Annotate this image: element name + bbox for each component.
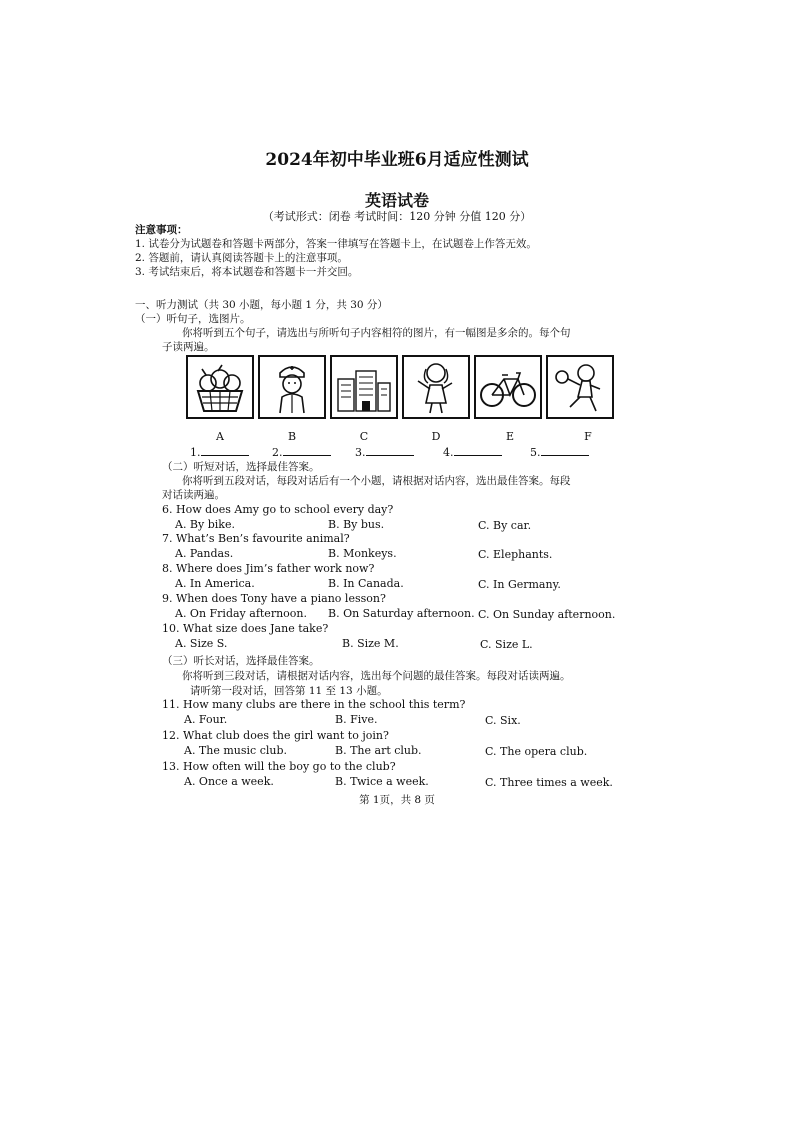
answer-blank[interactable]: [530, 445, 589, 459]
boy-football-icon: [548, 357, 612, 417]
picture-label: E: [505, 430, 515, 443]
notes-heading: 注意事项：: [135, 224, 188, 236]
option-c[interactable]: C. The opera club.: [485, 745, 588, 758]
picture-label: C: [359, 430, 369, 443]
picture-a: [186, 355, 254, 419]
option-a[interactable]: A. By bike.: [175, 518, 235, 531]
answer-blank[interactable]: [272, 445, 331, 459]
option-a[interactable]: A. The music club.: [184, 744, 288, 757]
option-a[interactable]: A. On Friday afternoon.: [175, 607, 307, 620]
option-b[interactable]: B. In Canada.: [328, 577, 404, 590]
option-c[interactable]: C. Size L.: [480, 638, 533, 651]
page-number: 第 1页，共 8 页: [359, 794, 435, 806]
note-item: 1. 试卷分为试题卷和答题卡两部分，答案一律填写在答题卡上，在试题卷上作答无效。: [135, 238, 537, 250]
picture-b: [258, 355, 326, 419]
sec2-instruction: 对话读两遍。: [162, 489, 225, 501]
option-a[interactable]: A. Once a week.: [184, 775, 274, 788]
option-b[interactable]: B. On Saturday afternoon.: [328, 607, 475, 620]
building-icon: [332, 357, 396, 417]
sec2-instruction: 你将听到五段对话，每段对话后有一个小题，请根据对话内容，选出最佳答案。每段: [182, 475, 571, 487]
sec2-heading: （二）听短对话，选择最佳答案。: [162, 461, 320, 473]
option-c[interactable]: C. By car.: [478, 519, 532, 532]
blank-number: 1.: [190, 446, 201, 459]
option-b[interactable]: B. The art club.: [335, 744, 422, 757]
option-b[interactable]: B. By bus.: [328, 518, 385, 531]
sec3-instruction: 你将听到三段对话，请根据对话内容，选出每个问题的最佳答案。每段对话读两遍。: [182, 670, 571, 682]
option-c[interactable]: C. In Germany.: [478, 578, 561, 591]
picture-e: [474, 355, 542, 419]
question-text: 8. Where does Jim’s father work now?: [162, 562, 375, 575]
question-text: 13. How often will the boy go to the club?: [162, 760, 396, 773]
picture-c: [330, 355, 398, 419]
blank-number: 4.: [443, 446, 454, 459]
option-c[interactable]: C. On Sunday afternoon.: [478, 608, 616, 621]
answer-blank[interactable]: [443, 445, 502, 459]
bicycle-icon: [476, 357, 540, 417]
picture-d: [402, 355, 470, 419]
note-item: 3. 考试结束后，将本试题卷和答题卡一并交回。: [135, 266, 359, 278]
question-text: 10. What size does Jane take?: [162, 622, 329, 635]
option-a[interactable]: A. Pandas.: [175, 547, 234, 560]
option-a[interactable]: A. Four.: [184, 713, 228, 726]
answer-blank[interactable]: [355, 445, 414, 459]
option-c[interactable]: C. Six.: [485, 714, 521, 727]
option-b[interactable]: B. Five.: [335, 713, 378, 726]
sec3-instruction: 请听第一段对话，回答第 11 至 13 小题。: [190, 685, 388, 697]
exam-subject: 英语试卷: [364, 191, 429, 210]
question-text: 6. How does Amy go to school every day?: [162, 503, 394, 516]
question-text: 9. When does Tony have a piano lesson?: [162, 592, 386, 605]
exam-meta: （考试形式：闭卷 考试时间：120 分钟 分值 120 分）: [262, 210, 532, 223]
blank-number: 5.: [530, 446, 541, 459]
option-c[interactable]: C. Three times a week.: [485, 776, 613, 789]
option-b[interactable]: B. Size M.: [342, 637, 399, 650]
answer-blank[interactable]: [190, 445, 249, 459]
fruit-basket-icon: [188, 357, 252, 417]
sec1-heading: （一）听句子，选图片。: [135, 313, 251, 325]
question-text: 11. How many clubs are there in the school this term?: [162, 698, 466, 711]
blank-number: 3.: [355, 446, 366, 459]
note-item: 2. 答题前，请认真阅读答题卡上的注意事项。: [135, 252, 348, 264]
sec1-instruction: 子读两遍。: [162, 341, 215, 353]
picture-label: F: [584, 430, 592, 443]
option-b[interactable]: B. Monkeys.: [328, 547, 397, 560]
question-text: 12. What club does the girl want to join?: [162, 729, 389, 742]
sec1-instruction: 你将听到五个句子，请选出与所听句子内容相符的图片，有一幅图是多余的。每个句: [182, 327, 571, 339]
picture-label: D: [431, 430, 441, 443]
exam-title: 2024年初中毕业班6月适应性测试: [265, 150, 529, 170]
picture-label: A: [216, 430, 224, 443]
doctor-icon: [260, 357, 324, 417]
picture-label: B: [287, 430, 297, 443]
option-a[interactable]: A. Size S.: [175, 637, 228, 650]
part1-heading: 一、听力测试（共 30 小题，每小题 1 分，共 30 分）: [135, 299, 388, 311]
sec3-heading: （三）听长对话，选择最佳答案。: [162, 655, 320, 667]
picture-f: [546, 355, 614, 419]
question-text: 7. What’s Ben’s favourite animal?: [162, 532, 350, 545]
option-b[interactable]: B. Twice a week.: [335, 775, 429, 788]
girl-icon: [404, 357, 468, 417]
option-a[interactable]: A. In America.: [175, 577, 255, 590]
option-c[interactable]: C. Elephants.: [478, 548, 553, 561]
blank-number: 2.: [272, 446, 283, 459]
